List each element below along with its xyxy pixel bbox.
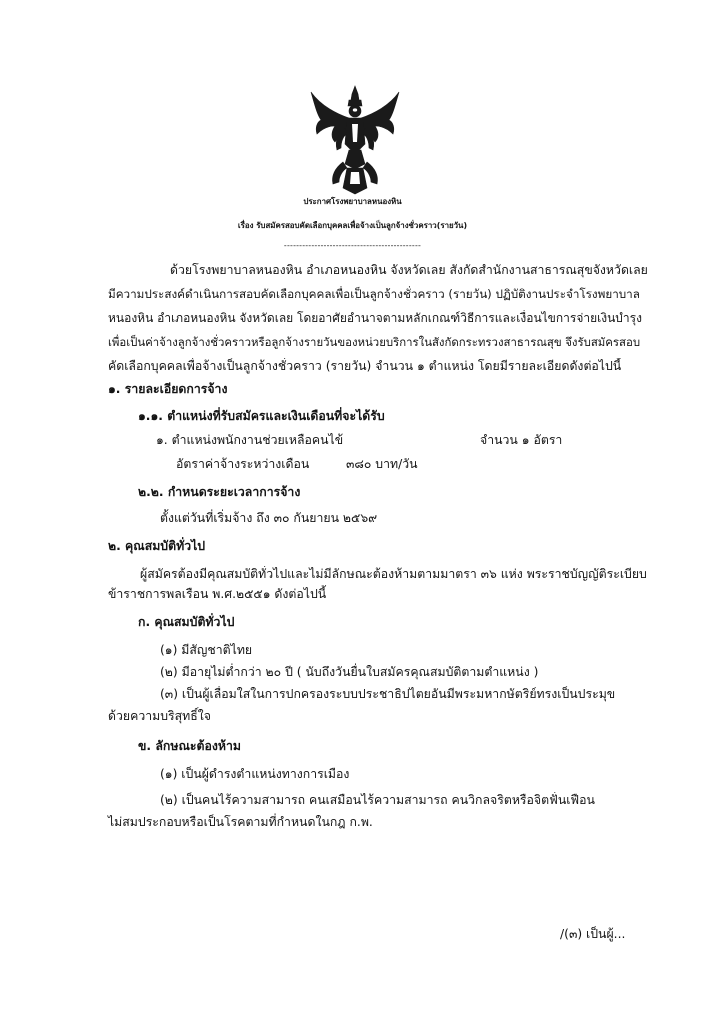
sub-a-item: (๒) มีอายุไม่ต่ำกว่า ๒๐ ปี ( นับถึงวันยื่นใบสมัครคุณสมบัติตามตำแหน่ง ) <box>160 665 539 679</box>
position-count: จำนวน ๑ อัตรา <box>480 433 563 447</box>
employment-period: ตั้งแต่วันที่เริ่มจ้าง ถึง ๓๐ กันยายน ๒๕๖๙ <box>160 511 378 525</box>
sub-b-item-continuation: ไม่สมประกอบหรือเป็นโรคตามที่กำหนดในกฎ ก.พ. <box>108 815 373 829</box>
title-line1: ประกาศโรงพยาบาลหนองหิน <box>303 197 402 206</box>
section1-sub2-heading: ๒.๒. กำหนดระยะเวลาการจ้าง <box>138 485 301 499</box>
intro-line: คัดเลือกบุคคลเพื่อจ้างเป็นลูกจ้างชั่วคราว (รายวัน) จำนวน ๑ ตำแหน่ง โดยมีรายละเอียดดังต่อไปนี้ <box>108 359 622 373</box>
garuda-emblem-icon <box>307 84 403 196</box>
sub-b-item: (๒) เป็นคนไร้ความสามารถ คนเสมือนไร้ความสามารถ คนวิกลจริตหรือจิตฟั่นเฟือน <box>160 793 595 807</box>
section1-heading: ๑. รายละเอียดการจ้าง <box>108 382 228 396</box>
sub-a-item: (๑) มีสัญชาติไทย <box>160 643 253 657</box>
divider: --------------------------------------------- <box>283 241 422 250</box>
section2-para-line: ผู้สมัครต้องมีคุณสมบัติทั่วไปและไม่มีลักษณะต้องห้ามตามมาตรา ๓๖ แห่ง พระราชบัญญัติระเบียบ <box>140 567 647 581</box>
intro-line: ด้วยโรงพยาบาลหนองหิน อำเภอหนองหิน จังหวัดเลย สังกัดสำนักงานสาธารณสุขจังหวัดเลย <box>170 263 648 277</box>
section2-para-line: ข้าราชการพลเรือน พ.ศ.๒๕๕๑ ดังต่อไปนี้ <box>108 587 327 601</box>
position-line: ๑. ตำแหน่งพนักงานช่วยเหลือคนไข้ <box>156 433 344 447</box>
intro-line: มีความประสงค์ดำเนินการสอบคัดเลือกบุคคลเพื่อเป็นลูกจ้างชั่วคราว (รายวัน) ปฏิบัติงานประจำโรงพยาบาล <box>108 287 640 301</box>
wage-value: ๓๘๐ บาท/วัน <box>346 457 418 471</box>
wage-label: อัตราค่าจ้างระหว่างเดือน <box>176 457 310 471</box>
sub-b-heading: ข. ลักษณะต้องห้าม <box>138 739 241 753</box>
sub-b-item: (๑) เป็นผู้ดำรงตำแหน่งทางการเมือง <box>160 767 350 781</box>
section2-heading: ๒. คุณสมบัติทั่วไป <box>108 539 206 553</box>
intro-line: หนองหิน อำเภอหนองหิน จังหวัดเลย โดยอาศัยอำนาจตามหลักเกณฑ์วิธีการและเงื่อนไขการจ่ายเงินบำรุง <box>108 311 642 325</box>
sub-a-heading: ก. คุณสมบัติทั่วไป <box>138 615 235 629</box>
continuation-marker: /(๓) เป็นผู้... <box>560 927 626 941</box>
sub-a-item-continuation: ด้วยความบริสุทธิ์ใจ <box>108 709 211 723</box>
title-line2: เรื่อง รับสมัครสอบคัดเลือกบุคคลเพื่อจ้างเป็นลูกจ้างชั่วคราว(รายวัน) <box>237 221 468 230</box>
intro-line: เพื่อเป็นค่าจ้างลูกจ้างชั่วคราวหรือลูกจ้างรายวันของหน่วยบริการในสังกัดกระทรวงสาธารณสุข จึงรับสมัครสอบ <box>108 335 641 349</box>
section1-sub1-heading: ๑.๑. ตำแหน่งที่รับสมัครและเงินเดือนที่จะได้รับ <box>138 409 385 423</box>
sub-a-item: (๓) เป็นผู้เลื่อมใสในการปกครองระบบประชาธิปไตยอันมีพระมหากษัตริย์ทรงเป็นประมุข <box>160 687 616 701</box>
